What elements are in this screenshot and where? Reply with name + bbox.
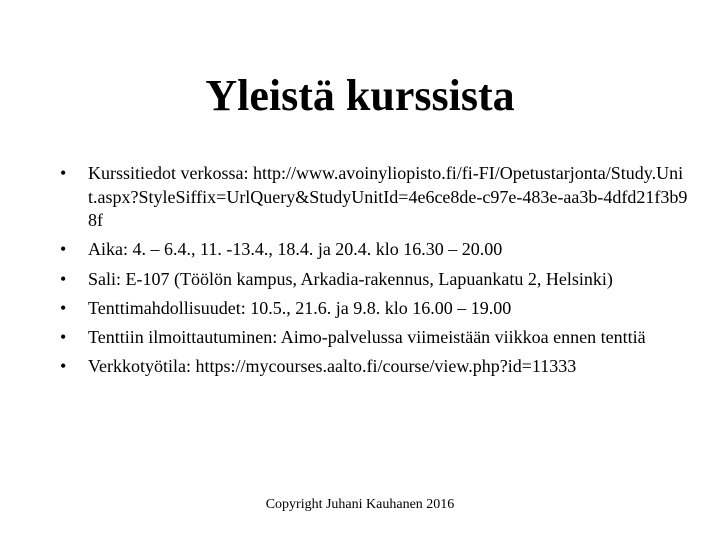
- bullet-item-registration: [60, 326, 690, 350]
- bullet-text: Sali: E-107 (Töölön kampus, Arkadia-rakennus, Lapuankatu 2, Helsinki): [88, 268, 613, 289]
- bullet-item-course-info: [60, 162, 690, 233]
- bullet-icon: •: [60, 163, 67, 183]
- bullet-icon: •: [60, 356, 67, 377]
- bullet-text: Tenttimahdollisuudet: 10.5., 21.6. ja 9.8. klo 16.00 – 19.00: [88, 297, 512, 318]
- bullet-list: [60, 162, 690, 384]
- bullet-item-time: [60, 238, 690, 262]
- bullet-icon: •: [60, 268, 67, 289]
- bullet-text: Kurssitiedot verkossa: http://www.avoinyliopisto.fi/fi-FI/Opetustarjonta/Study.Unit.aspx?StyleSiffix=UrlQuery&StudyUnitId=4e6ce8de-c97e-483e-aa3b-4dfd21f3b98f: [88, 163, 688, 231]
- copyright-footer: Copyright Juhani Kauhanen 2016: [265, 497, 455, 512]
- slide-title: Yleistä kurssista: [205, 71, 515, 120]
- bullet-text: Aika: 4. – 6.4., 11. -13.4., 18.4. ja 20.4. klo 16.30 – 20.00: [88, 239, 503, 260]
- bullet-text: Tenttiin ilmoittautuminen: Aimo-palvelussa viimeistään viikkoa ennen tenttiä: [88, 326, 646, 347]
- bullet-item-workspace: [60, 355, 690, 379]
- bullet-text: Verkkotyötila: https://mycourses.aalto.fi/course/view.php?id=11333: [88, 356, 577, 377]
- bullet-icon: •: [60, 326, 67, 347]
- bullet-item-room: [60, 268, 690, 292]
- bullet-icon: •: [60, 297, 67, 318]
- bullet-icon: •: [60, 239, 67, 260]
- bullet-item-exams: [60, 297, 690, 321]
